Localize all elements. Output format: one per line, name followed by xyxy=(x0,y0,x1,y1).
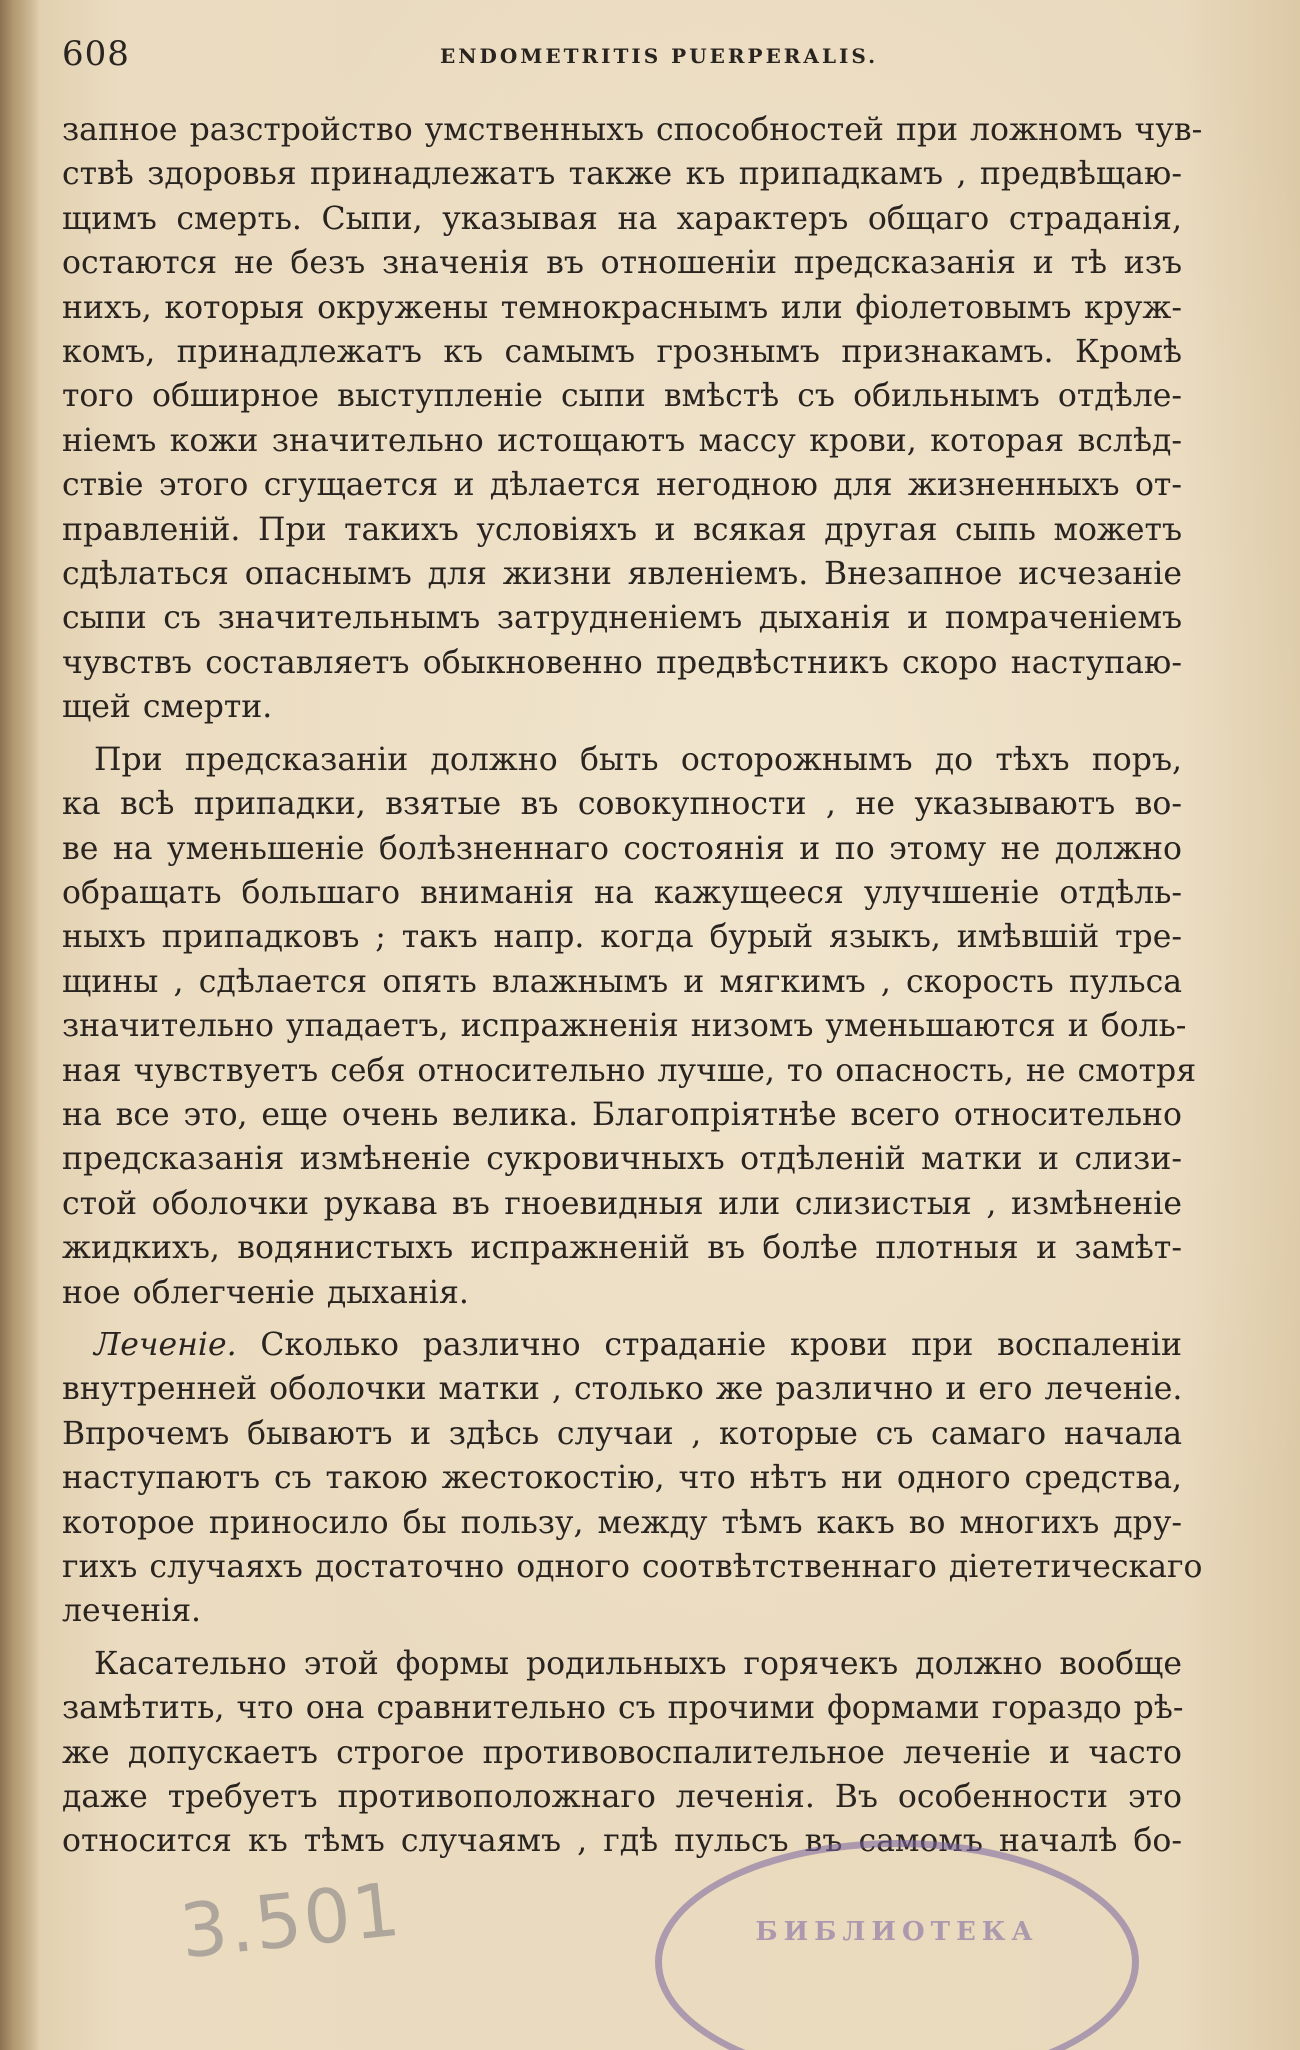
text-line: жидкихъ, водянистыхъ испражненій въ болѣе плотныя и замѣт- xyxy=(62,1230,1182,1267)
page-header xyxy=(62,34,1190,84)
text-line: правленій. При такихъ условіяхъ и всякая другая сыпь можетъ xyxy=(62,511,1182,548)
paragraph-4 xyxy=(62,1642,1182,1864)
text-line: обращать большаго вниманія на кажущееся улучшеніе отдѣль- xyxy=(62,874,1182,911)
text-line: комъ, принадлежатъ къ самымъ грознымъ признакамъ. Кромѣ xyxy=(62,334,1182,371)
text-line: запное разстройство умственныхъ способностей при ложномъ чув- xyxy=(62,112,1203,148)
text-segment: Сколько различно страданіе крови при воспаленіи xyxy=(236,1326,1182,1363)
stamp-text: БИБЛИОТЕКА xyxy=(755,1917,1039,1947)
handwritten-inventory-number: 3.501 xyxy=(176,1866,406,1976)
text-line: сдѣлаться опаснымъ для жизни явленіемъ. Внезапное исчезаніе xyxy=(62,556,1182,593)
text-line: щимъ смерть. Сыпи, указывая на характеръ общаго страданія, xyxy=(62,200,1182,237)
text-line: на все это, еще очень велика. Благопріятнѣе всего относительно xyxy=(62,1096,1182,1133)
text-line: даже требуетъ противоположнаго леченія. Въ особенности это xyxy=(62,1779,1182,1816)
library-stamp xyxy=(655,1840,1139,2050)
text-line: внутренней оболочки матки , столько же различно и его леченіе. xyxy=(62,1371,1183,1408)
text-line: того обширное выступленіе сыпи вмѣстѣ съ обильнымъ отдѣле- xyxy=(62,378,1182,415)
page-body xyxy=(62,108,1203,1864)
running-head: ENDOMETRITIS PUERPERALIS. xyxy=(440,44,879,68)
text-line: чувствъ составляетъ обыкновенно предвѣстникъ скоро наступаю- xyxy=(62,644,1182,681)
text-line: наступаютъ съ такою жестокостію, что нѣтъ ни одного средства, xyxy=(62,1460,1182,1497)
text-line: щины , сдѣлается опять влажнымъ и мягкимъ , скорость пульса xyxy=(62,963,1182,1000)
paragraph-1 xyxy=(62,108,1203,730)
text-line: гихъ случаяхъ достаточно одного соотвѣтственнаго діететическаго xyxy=(62,1549,1203,1585)
text-line: ная чувствуетъ себя относительно лучше, то опасность, не смотря xyxy=(62,1052,1197,1089)
text-line: которое приносило бы пользу, между тѣмъ какъ во многихъ дру- xyxy=(62,1504,1182,1541)
page-number: 608 xyxy=(62,34,130,74)
text-line: сыпи съ значительнымъ затрудненіемъ дыханія и помраченіемъ xyxy=(62,600,1182,637)
text-line: ка всѣ припадки, взятые въ совокупности , не указываютъ во- xyxy=(62,786,1182,823)
text-line: же допускаетъ строгое противовоспалительное леченіе и часто xyxy=(62,1734,1182,1771)
text-line: предсказанія измѣненіе сукровичныхъ отдѣленій матки и слизи- xyxy=(62,1141,1182,1178)
page-edge-shadow xyxy=(0,0,40,2050)
text-line: относится къ тѣмъ случаямъ , гдѣ пульсъ въ самомъ началѣ бо- xyxy=(62,1823,1182,1860)
paragraph-2 xyxy=(62,738,1197,1315)
text-line: стой оболочки рукава въ гноевидныя или слизистыя , измѣненіе xyxy=(62,1185,1182,1222)
text-line: ное облегченіе дыханія. xyxy=(62,1274,469,1311)
text-line: ствіе этого сгущается и дѣлается негодною для жизненныхъ от- xyxy=(62,467,1182,504)
text-line: замѣтить, что она сравнительно съ прочими формами гораздо рѣ- xyxy=(62,1690,1184,1727)
text-line: ніемъ кожи значительно истощаютъ массу крови, которая вслѣд- xyxy=(62,422,1182,459)
text-line: При предсказаніи должно быть осторожнымъ до тѣхъ поръ, xyxy=(94,741,1182,778)
section-heading-treatment: Леченіе. xyxy=(94,1326,237,1363)
text-line: ве на уменьшеніе болѣзненнаго состоянія и по этому не должно xyxy=(62,830,1182,867)
text-line: леченія. xyxy=(62,1593,202,1630)
text-line: значительно упадаетъ, испражненія низомъ уменьшаются и боль- xyxy=(62,1008,1187,1045)
text-line: нихъ, которыя окружены темнокраснымъ или фіолетовымъ круж- xyxy=(62,289,1182,326)
text-line: Касательно этой формы родильныхъ горячекъ должно вообще xyxy=(94,1645,1182,1682)
text-line: ствѣ здоровья принадлежатъ также къ припадкамъ , предвѣщаю- xyxy=(62,156,1182,193)
text-line: остаются не безъ значенія въ отношеніи предсказанія и тѣ изъ xyxy=(62,245,1182,282)
text-line: ныхъ припадковъ ; такъ напр. когда бурый языкъ, имѣвшій тре- xyxy=(62,919,1182,956)
text-line xyxy=(62,1323,1182,1367)
text-line: Впрочемъ бываютъ и здѣсь случаи , которые съ самаго начала xyxy=(62,1415,1182,1452)
text-line: щей смерти. xyxy=(62,689,273,726)
paragraph-3 xyxy=(62,1323,1203,1634)
